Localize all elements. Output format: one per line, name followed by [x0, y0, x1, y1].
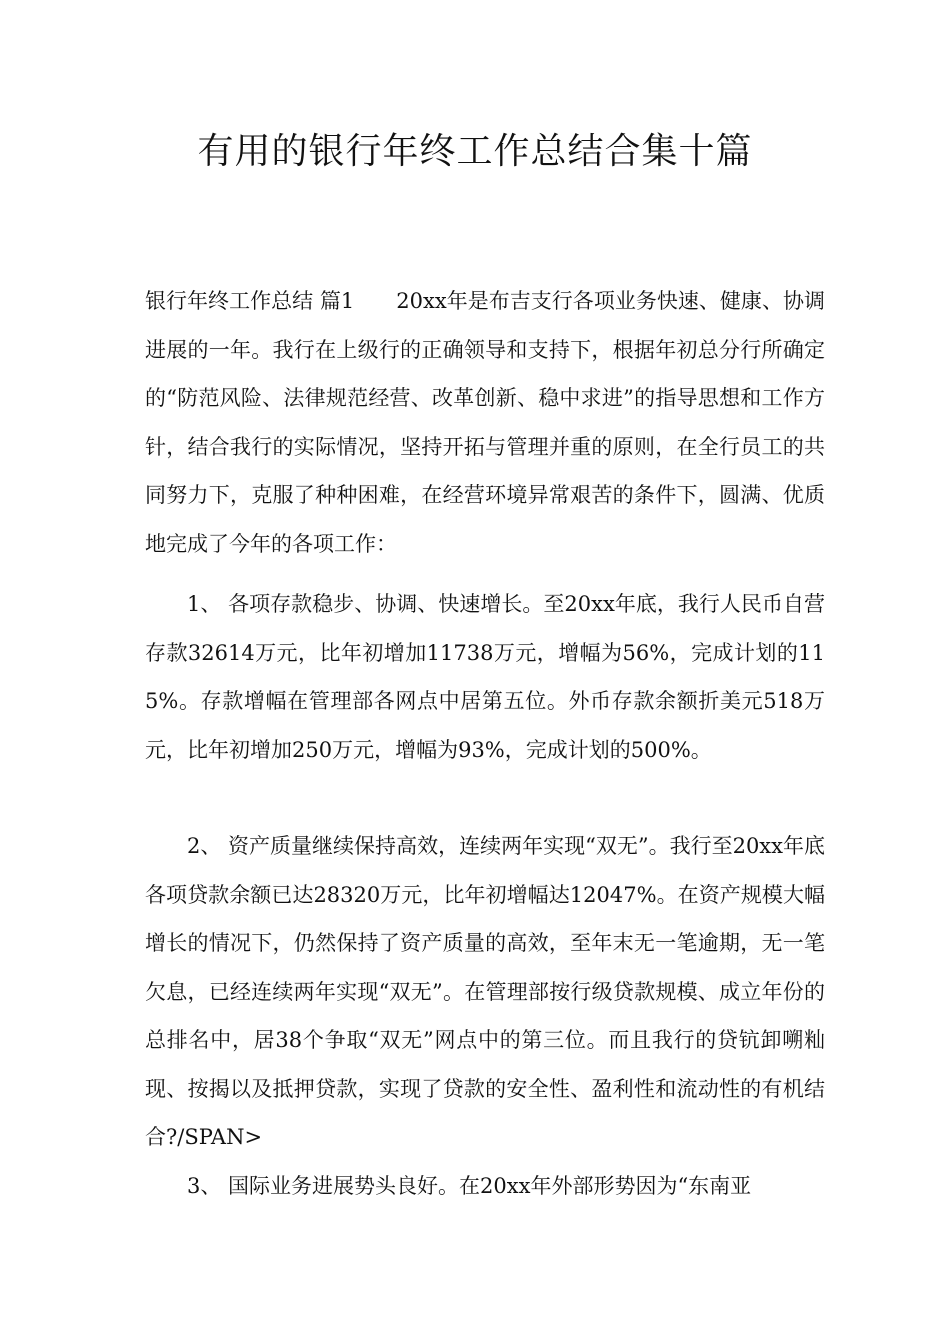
paragraph-item-2	[145, 822, 825, 1162]
paragraph-item-3	[145, 1162, 825, 1211]
paragraph-item-1	[145, 580, 825, 774]
paragraph-text: 1、 各项存款稳步、协调、快速增长。至20xx年底，我行人民币自营存款32614万元，比年初增加11738万元，增幅为56%，完成计划的115%。存款增幅在管理部各网点中居第五位。外币存款余额折美元518万元，比年初增加250万元，增幅为93%，完成计划的500%。	[145, 592, 825, 762]
paragraph-text: 2、 资产质量继续保持高效，连续两年实现“双无”。我行至20xx年底各项贷款余额已达28320万元，比年初增幅达12047%。在资产规模大幅增长的情况下，仍然保持了资产质量的高效，至年末无一笔逾期，无一笔欠息，已经连续两年实现“双无”。在管理部按行级贷款规模、成立年份的总排名中，居38个争取“双无”网点中的第三位。而且我行的贷钪卸嗍籼现、按揭以及抵押贷款，实现了贷款的安全性、盈利性和流动性的有机结合?/SPAN>	[145, 834, 825, 1149]
paragraph-text: 3、 国际业务进展势头良好。在20xx年外部形势因为“东南亚	[187, 1174, 752, 1198]
paragraph-text: 银行年终工作总结 篇1 20xx年是布吉支行各项业务快速、健康、协调进展的一年。我行在上级行的正确领导和支持下，根据年初总分行所确定的“防范风险、法律规范经营、改革创新、稳中求进”的指导思想和工作方针，结合我行的实际情况，坚持开拓与管理并重的原则，在全行员工的共同努力下，克服了种种困难，在经营环境异常艰苦的条件下，圆满、优质地完成了今年的各项工作：	[145, 289, 825, 556]
document-title: 有用的银行年终工作总结合集十篇	[197, 131, 753, 172]
paragraph-intro	[145, 277, 825, 568]
